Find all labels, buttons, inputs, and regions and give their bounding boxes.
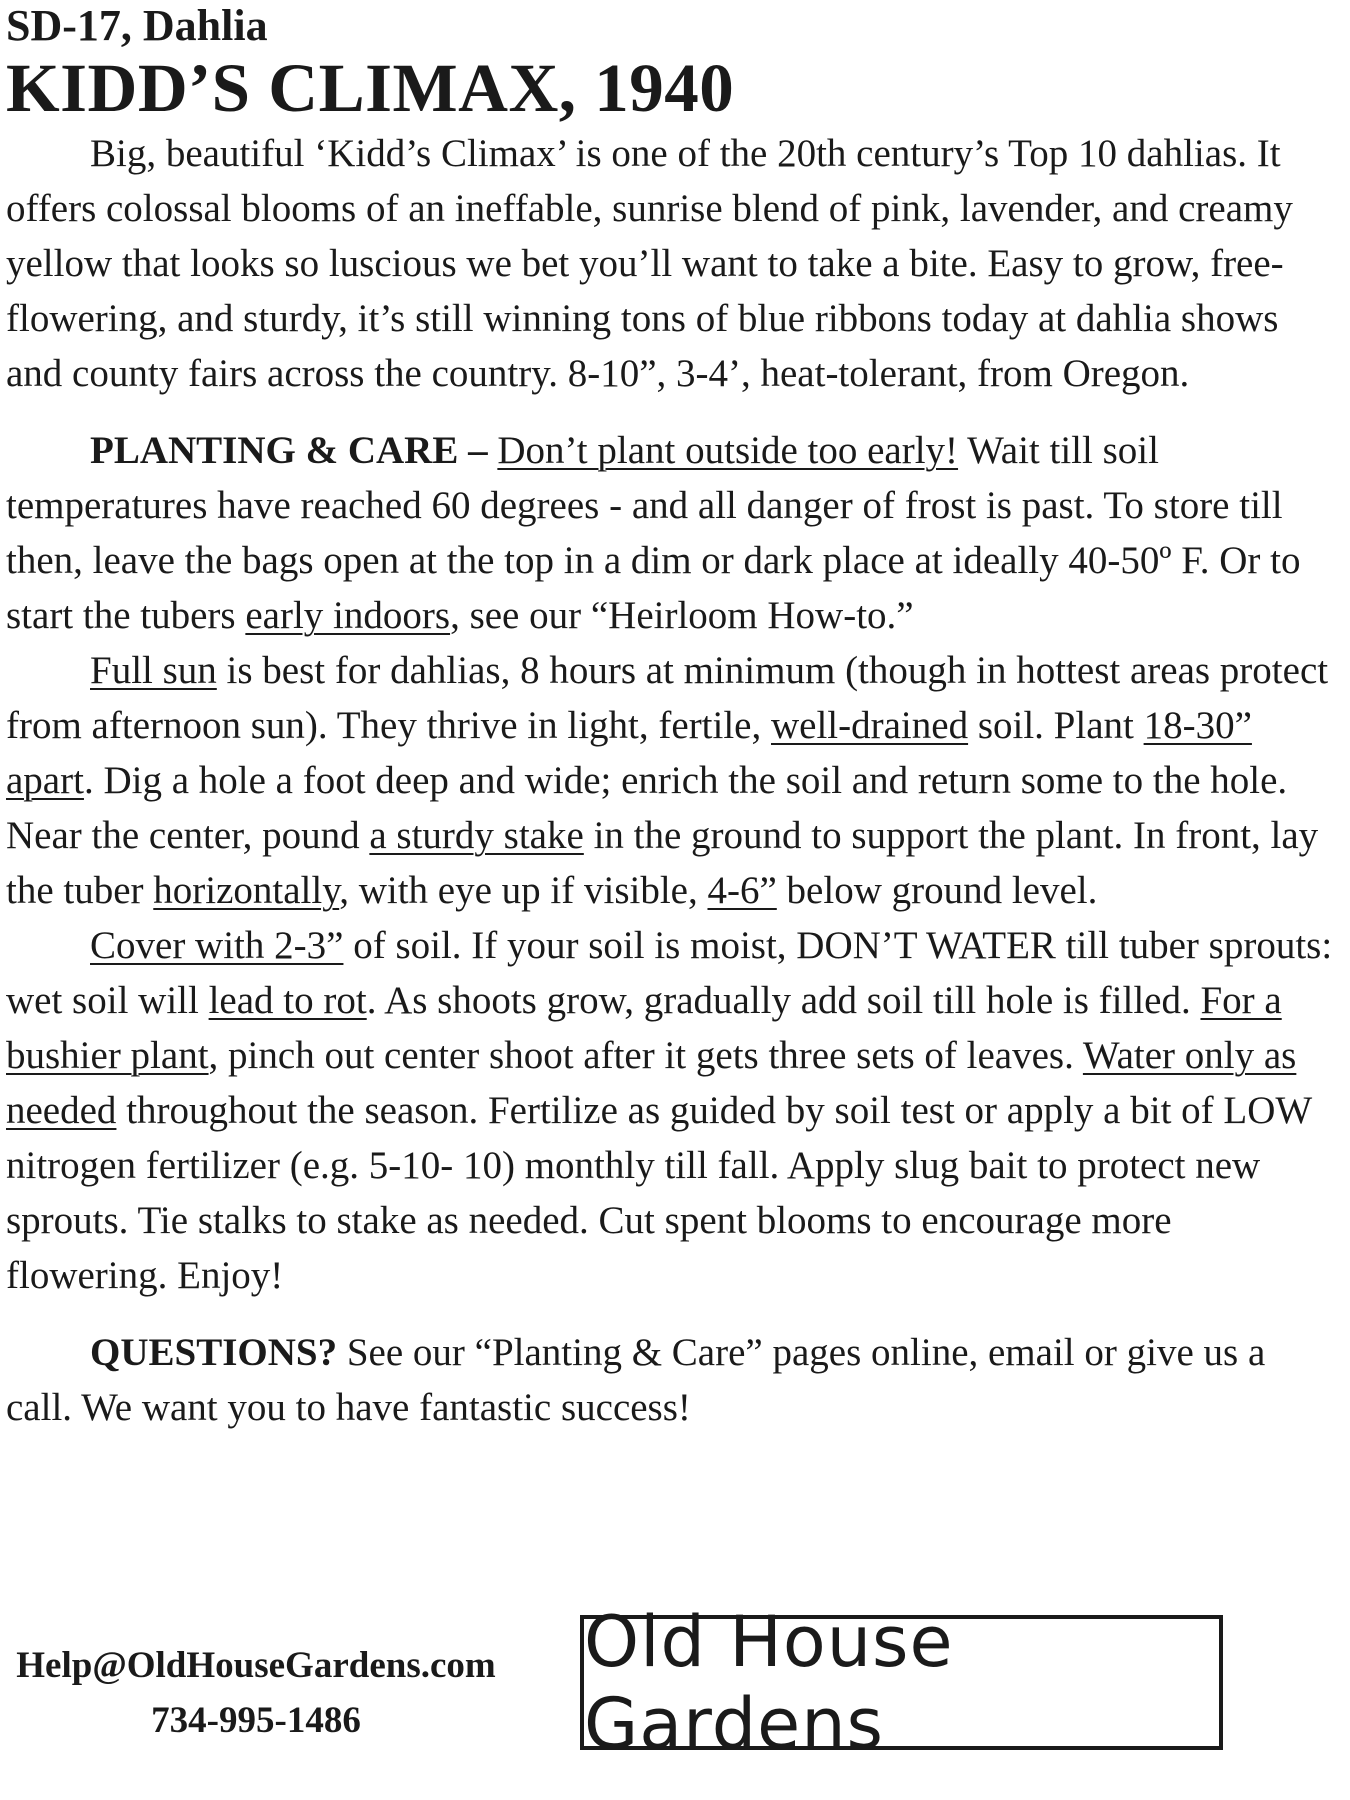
product-title: KIDD’S CLIMAX, 1940: [6, 50, 735, 126]
seed-packet-card: [6, 0, 1336, 1435]
early-indoors-link: early indoors: [245, 594, 451, 637]
planting-paragraph-1: PLANTING & CARE – Don’t plant outside too early! Wait till soil temperatures have reached 60 degrees - and all danger of frost is past. To store till then, leave the bags open at the top in a dim or dark place at ideally 40-50º F. Or to start the tubers early indoors, see our “Heirloom How-to.”: [6, 429, 1301, 637]
planting-heading: PLANTING & CARE –: [90, 429, 498, 472]
contact-email: Help@OldHouseGardens.com: [16, 1645, 496, 1686]
description-paragraph: Big, beautiful ‘Kidd’s Climax’ is one of the 20th century’s Top 10 dahlias. It offers colossal blooms of an ineffable, sunrise blend of pink, lavender, and creamy yellow that looks so luscious we bet you’ll want to take a bite. Easy to grow, free-flowering, and sturdy, it’s still winning tons of blue ribbons today at dahlia shows and county fairs across the country. 8-10”, 3-4’, heat-tolerant, from Oregon.: [6, 132, 1293, 395]
brand-logo: [580, 1600, 1223, 1765]
questions-heading: QUESTIONS?: [90, 1331, 338, 1374]
product-code: SD-17, Dahlia: [6, 1, 268, 50]
contact-phone: 734-995-1486: [151, 1700, 361, 1741]
questions-paragraph: QUESTIONS? See our “Planting & Care” pages online, email or give us a call. We want you to have fantastic success!: [6, 1331, 1266, 1429]
planting-early-warning: Don’t plant outside too early!: [497, 429, 959, 472]
planting-paragraph-3: Cover with 2-3” of soil. If your soil is moist, DON’T WATER till tuber sprouts: wet soil will lead to rot. As shoots grow, gradually add soil till hole is filled. For a bushier plant, pinch out center shoot after it gets three sets of leaves. Water only as needed throughout the season. Fertilize as guided by soil test or apply a bit of LOW nitrogen fertilizer (e.g. 5-10- 10) monthly till fall. Apply slug bait to protect new sprouts. Tie stalks to stake as needed. Cut spent blooms to encourage more flowering. Enjoy!: [6, 924, 1333, 1297]
contact-block: [6, 1638, 506, 1748]
planting-paragraph-2: Full sun is best for dahlias, 8 hours at minimum (though in hottest areas protect from afternoon sun). They thrive in light, fertile, well-drained soil. Plant 18-30” apart. Dig a hole a foot deep and wide; enrich the soil and return some to the hole. Near the center, pound a sturdy stake in the ground to support the plant. In front, lay the tuber horizontally, with eye up if visible, 4-6” below ground level.: [6, 649, 1329, 912]
brand-logo-text: Old House Gardens: [584, 1600, 954, 1765]
